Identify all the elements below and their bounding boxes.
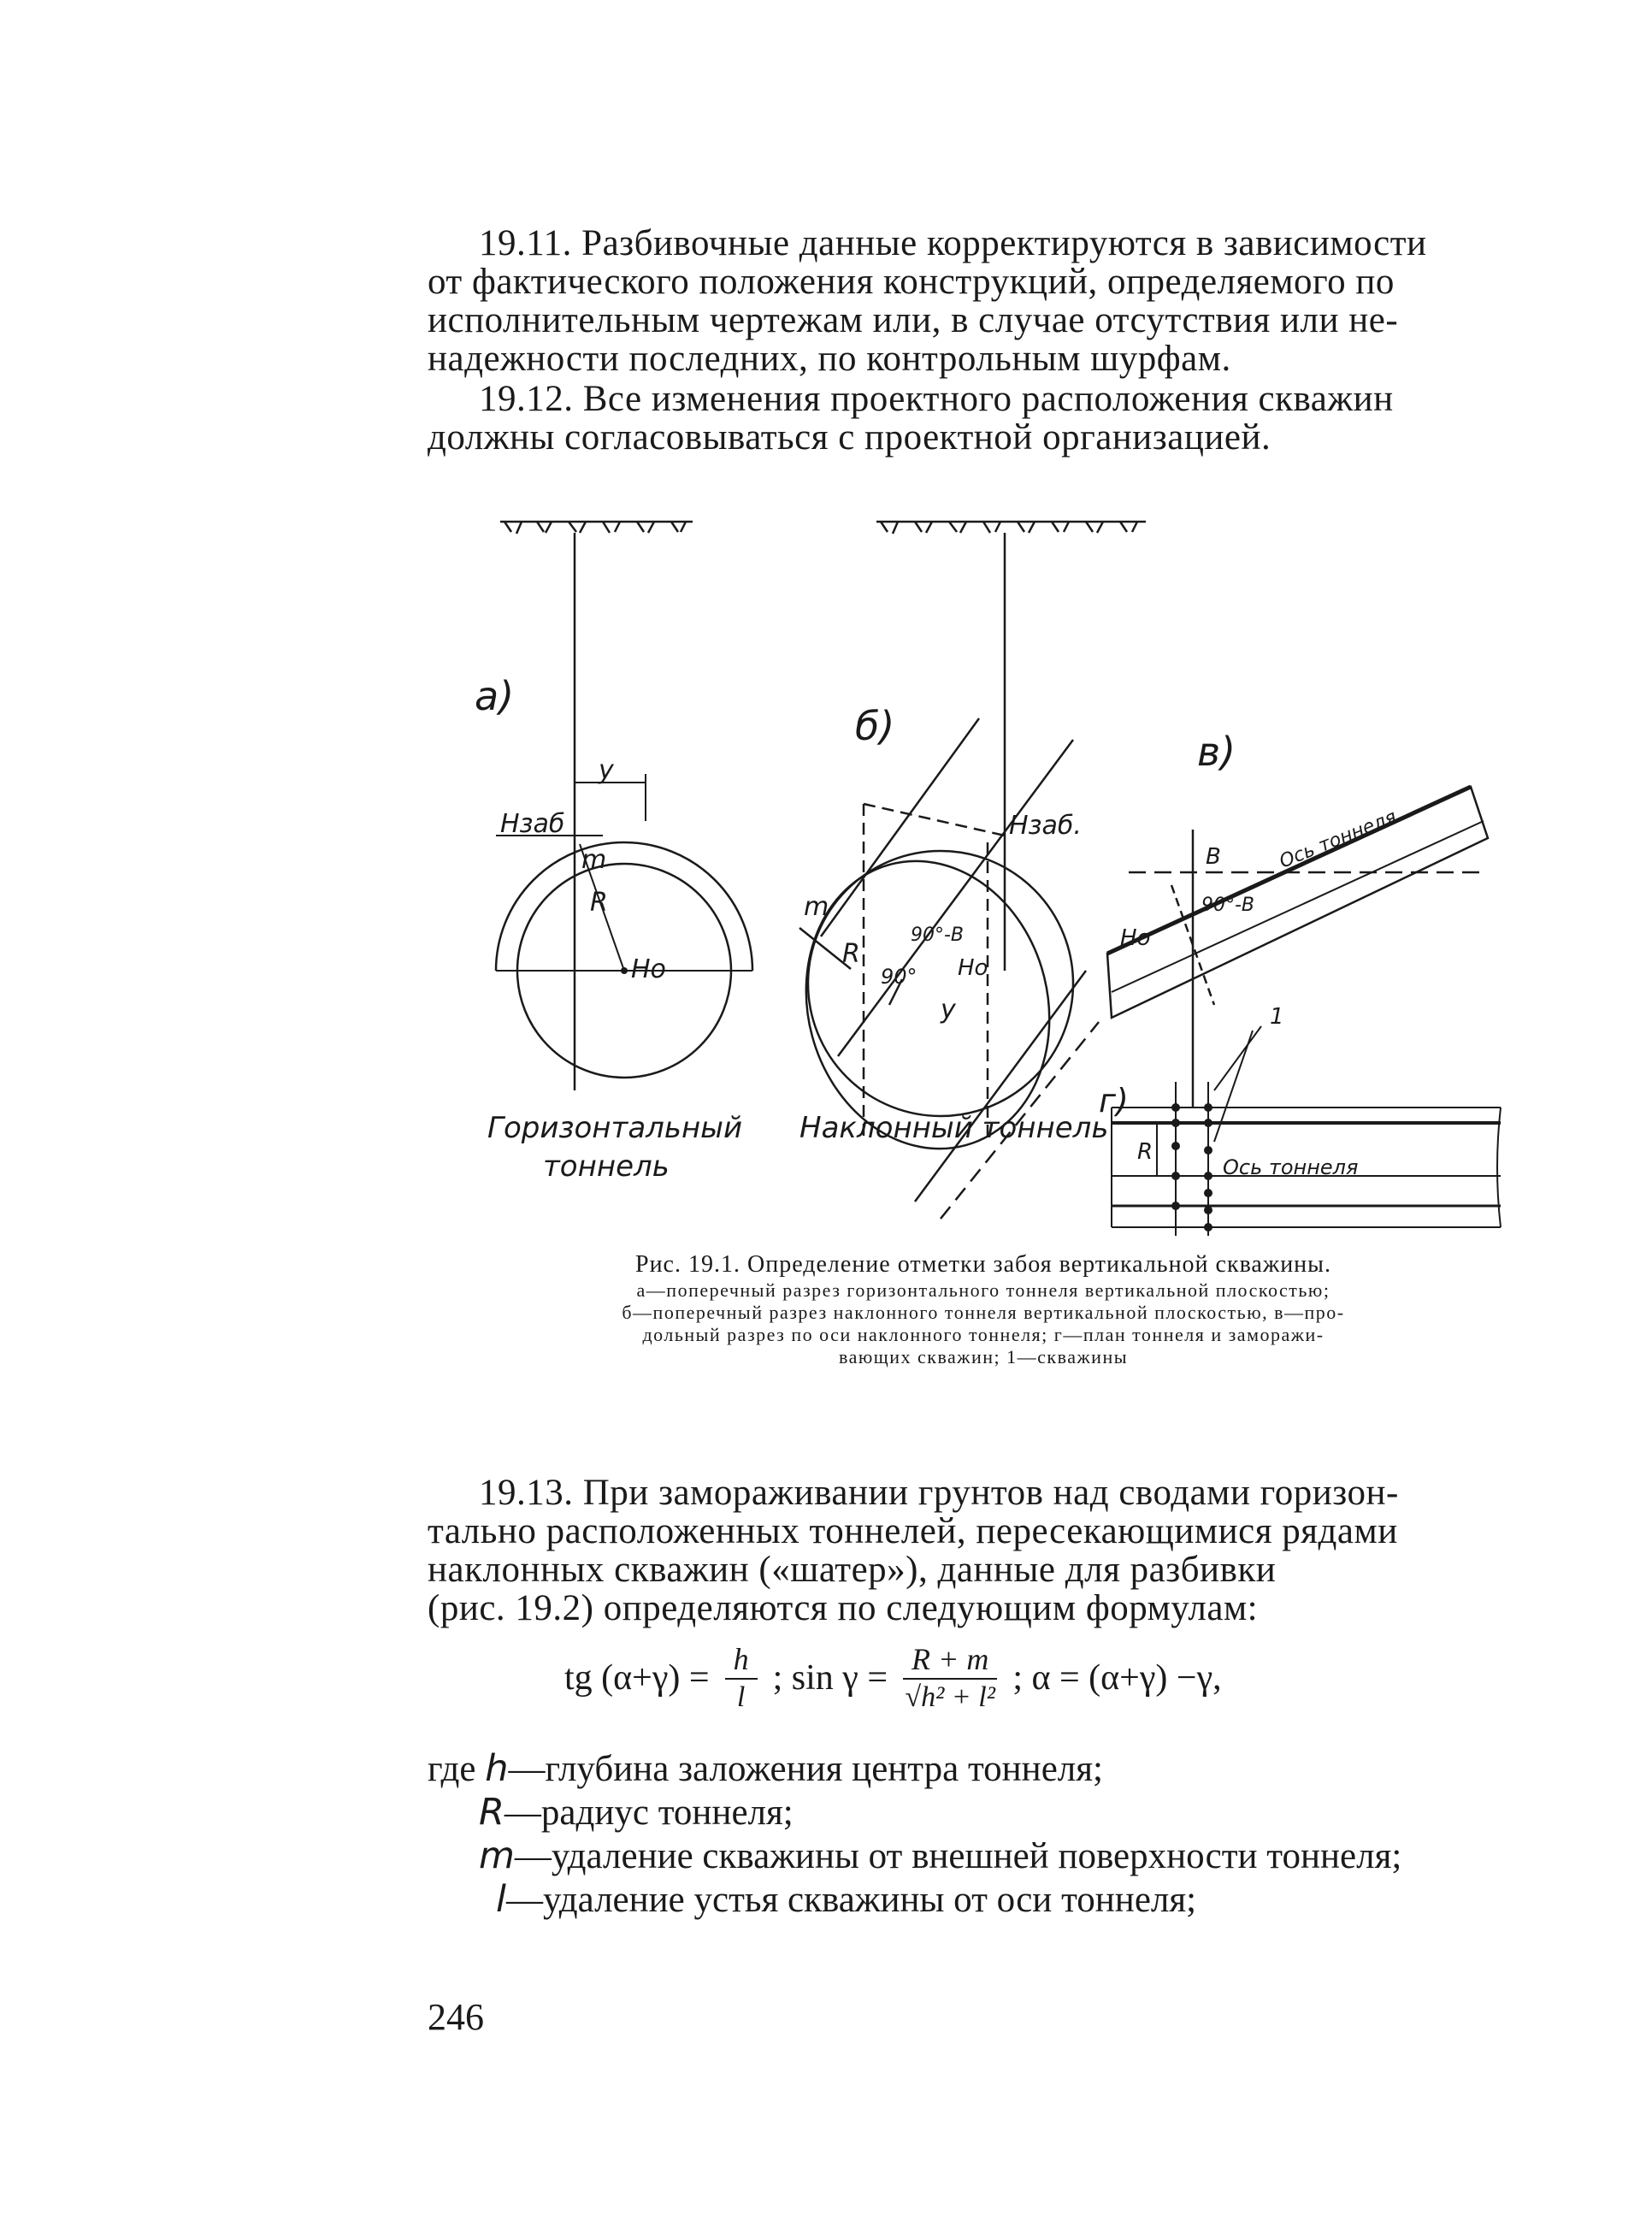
fraction-denominator: √h² + l²	[905, 1681, 995, 1713]
word: разбивки	[1130, 1550, 1277, 1590]
label-hzab-b: Нзаб.	[1009, 811, 1082, 841]
ground-hatch-a	[500, 522, 693, 534]
caption-title: Рис. 19.1. Определение отметки забоя вертикальной скважины.	[635, 1251, 1331, 1278]
label-90-b: 90°	[881, 965, 917, 989]
word: для	[1065, 1550, 1121, 1590]
label-b: б)	[855, 703, 895, 749]
formula-part: ; sin γ =	[772, 1658, 888, 1698]
definition-symbol: l	[496, 1878, 506, 1921]
formula-part: ; α = (α+γ) −γ,	[1012, 1658, 1222, 1698]
definition-prefix: где	[428, 1749, 486, 1789]
label-r-b: R	[842, 939, 860, 969]
label-m-a: m	[581, 845, 607, 875]
label-g: г)	[1099, 1082, 1129, 1119]
caption-line: а—поперечный разрез горизонтального тоннеля вертикальной плоскостью;	[636, 1279, 1330, 1301]
caption-description	[479, 1279, 1488, 1368]
figure-caption	[479, 1250, 1488, 1368]
label-beta-v: В	[1206, 844, 1221, 870]
text-line: тально расположенных тоннелей, пересекающимися рядами	[428, 1511, 1398, 1551]
label-ho-a: Но	[631, 954, 666, 984]
text-line: исполнительным чертежам или, в случае отсутствия или не-	[428, 300, 1399, 340]
definition-m	[428, 1834, 1556, 1878]
definition-symbol: h	[485, 1747, 509, 1790]
label-ho-v: Но	[1120, 925, 1151, 951]
caption-line: вающих скважин; 1—скважины	[838, 1346, 1129, 1367]
label-y-b: у	[941, 995, 956, 1025]
definition-symbol: m	[479, 1834, 515, 1877]
label-axis-v: Ось тоннеля	[1276, 806, 1400, 873]
text-line: надежности последних, по контрольным шурфам.	[428, 339, 1231, 379]
definition-text: —глубина заложения центра тоннеля;	[508, 1749, 1103, 1789]
text-line: должны согласовываться с проектной организацией.	[428, 417, 1271, 458]
label-y-a: у	[599, 755, 614, 785]
text-line: 19.12. Все изменения проектного расположения скважин	[479, 379, 1394, 419]
label-axis-g: Ось тоннеля	[1223, 1155, 1359, 1179]
definition-symbol: R	[479, 1791, 504, 1834]
paragraph-19-11	[428, 224, 1556, 378]
text-line: (рис. 19.2) определяются по следующим формулам:	[428, 1588, 1259, 1628]
text-line: 19.13. При замораживании грунтов над сводами горизон-	[479, 1473, 1399, 1513]
formula-part: tg (α+γ) =	[564, 1658, 710, 1698]
label-90b-v: 90°-В	[1201, 895, 1255, 916]
paragraph-19-13	[428, 1474, 1556, 1627]
definition-h	[428, 1747, 1556, 1791]
label-r-a: R	[590, 888, 608, 918]
figure-v-longitudinal-section	[1107, 787, 1488, 1108]
label-m-b: m	[804, 892, 829, 922]
ground-hatch-b	[876, 522, 1146, 534]
label-one-g: 1	[1270, 1004, 1284, 1030]
text-line-justified	[428, 1551, 1556, 1589]
caption-a-line1: Горизонтальный	[487, 1111, 743, 1145]
caption-a-line2: тоннель	[543, 1149, 670, 1184]
text-line: от фактического положения конструкций, определяемого по	[428, 262, 1395, 302]
fraction-h-l	[725, 1640, 758, 1716]
caption-line: б—поперечный разрез наклонного тоннеля вертикальной плоскостью, в—про-	[622, 1302, 1345, 1323]
formula	[564, 1640, 1222, 1716]
label-ho-b: Но	[958, 955, 988, 981]
word: наклонных	[428, 1550, 605, 1590]
text-line: 19.11. Разбивочные данные корректируются в зависимости	[479, 223, 1427, 263]
caption-b: Наклонный тоннель	[799, 1111, 1109, 1145]
variable-definitions	[428, 1747, 1556, 1922]
paragraph-19-12	[428, 380, 1556, 457]
word: скважин	[614, 1550, 750, 1590]
definition-text: —удаление устья скважины от оси тоннеля;	[505, 1880, 1197, 1920]
fraction-numerator: h	[725, 1640, 758, 1680]
label-90b-b: 90°-В	[911, 924, 965, 946]
fraction-denominator: l	[736, 1681, 746, 1713]
label-r-g: R	[1137, 1139, 1153, 1165]
label-v: в)	[1197, 729, 1236, 775]
fraction-sin	[903, 1640, 997, 1716]
page-number: 246	[428, 1996, 484, 2038]
word: данные	[937, 1550, 1056, 1590]
word: («шатер»),	[758, 1550, 929, 1590]
definition-l	[428, 1878, 1556, 1922]
caption-line: дольный разрез по оси наклонного тоннеля; г—план тоннеля и заморажи-	[642, 1324, 1325, 1345]
figure-drawing	[462, 492, 1513, 1240]
fraction-numerator: R + m	[903, 1640, 997, 1680]
label-hzab-a: Нзаб	[500, 809, 565, 839]
label-a: а)	[475, 673, 515, 719]
definition-text: —радиус тоннеля;	[504, 1793, 794, 1833]
figure-g-plan	[1112, 1026, 1501, 1236]
figure-19-1	[462, 492, 1513, 1240]
definition-text: —удаление скважины от внешней поверхности тоннеля;	[514, 1836, 1402, 1876]
definition-r	[428, 1791, 1556, 1834]
